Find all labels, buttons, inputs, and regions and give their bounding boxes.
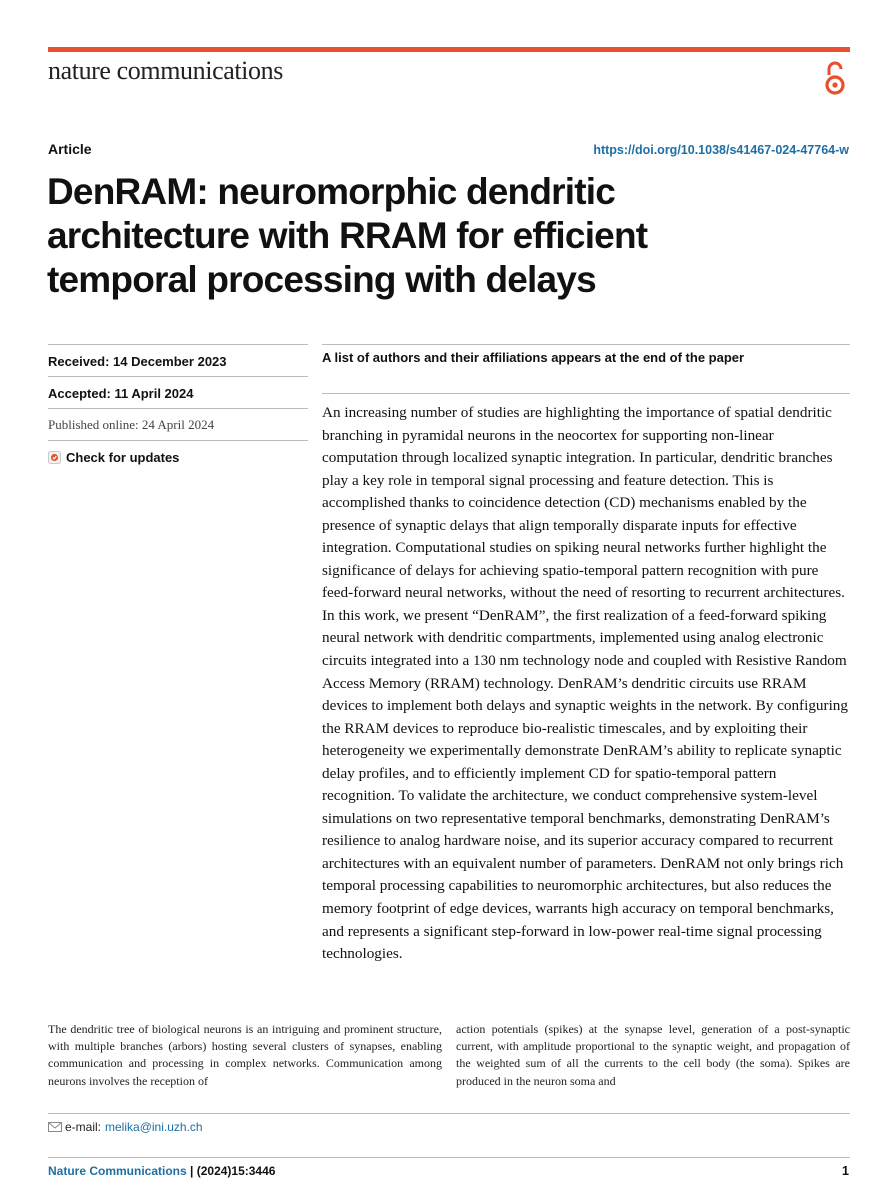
email-label: e-mail: xyxy=(65,1120,102,1134)
abstract: An increasing number of studies are highlighting the importance of spatial dendritic branching in pyramidal neurons in the neocortex for supporting non-linear computation through localized synaptic integration. In particular, dendritic branches play a key role in temporal signal processing and feature detection. This is accomplished thanks to coincidence detection (CD) mechanisms enabled by the presence of synaptic delays that align temporally disparate inputs for effective integration. Computational studies on spiking neural networks further highlight the significance of delays for achieving spatio-temporal pattern recognition with pure feed-forward neural networks, without the need of resorting to recurrent architectures. In this work, we present “DenRAM”, the first realization of a feed-forward spiking neural network with dendritic compartments, implemented using analog electronic circuits integrated into a 130 nm technology node and coupled with Resistive Random Access Memory (RRAM) technology. DenRAM’s dendritic circuits use RRAM devices to implement both delays and synaptic weights in the network. By configuring the RRAM devices to reproduce bio-realistic timescales, and by exploiting their heterogeneity we experimentally demonstrate DenRAM’s ability to replicate synaptic delay profiles, and to efficiently implement CD for spatio-temporal pattern recognition. To validate the architecture, we conduct comprehensive system-level simulations on two representative temporal benchmarks, demonstrating DenRAM’s resilience to analog hardware noise, and its superior accuracy compared to recurrent architectures with an equivalent number of parameters. DenRAM not only brings rich temporal processing capabilities to neuromorphic architectures, but also reduces the memory footprint of edge devices, warrants high accuracy on temporal benchmarks, and represents a significant step-forward in low-power real-time signal processing technologies. xyxy=(322,404,848,963)
page-number: 1 xyxy=(842,1164,849,1178)
accepted-date: Accepted: 11 April 2024 xyxy=(48,376,308,408)
article-title xyxy=(47,170,827,302)
title-line-3: temporal processing with delays xyxy=(47,259,596,300)
body-text-right-column: action potentials (spikes) at the synapse level, generation of a post-synaptic current, with amplitude proportional to the synaptic weight, and propagation of the weighted sum of all the currents to the cell body (the soma). Spikes are produced in the neuron soma and xyxy=(456,1022,850,1088)
open-access-icon[interactable] xyxy=(822,60,848,96)
check-updates-button[interactable] xyxy=(48,440,308,472)
mail-icon xyxy=(48,1122,62,1132)
footer-citation xyxy=(48,1164,275,1178)
journal-accent-bar xyxy=(48,47,850,52)
body-text-left-column: The dendritic tree of biological neurons is an intriguing and prominent structure, with multiple branches (arbors) hosting several clusters of synapses, enabling communication and processing in complex networks. Communication among neurons involves the reception of xyxy=(48,1022,442,1088)
check-updates-icon xyxy=(48,451,61,464)
published-date: Published online: 24 April 2024 xyxy=(48,408,308,440)
title-line-2: architecture with RRAM for efficient xyxy=(47,215,648,256)
authors-note: A list of authors and their affiliations appears at the end of the paper xyxy=(322,350,745,365)
footer-journal-name[interactable]: Nature Communications xyxy=(48,1164,187,1178)
divider xyxy=(322,393,850,394)
divider xyxy=(48,1113,850,1114)
journal-name: nature communications xyxy=(48,56,283,85)
divider xyxy=(48,1157,850,1158)
received-date: Received: 14 December 2023 xyxy=(48,344,308,376)
check-updates-label: Check for updates xyxy=(66,449,180,465)
article-type-label: Article xyxy=(48,141,92,157)
title-line-1: DenRAM: neuromorphic dendritic xyxy=(47,171,616,212)
article-history xyxy=(48,344,308,472)
footer-volume: | (2024)15:3446 xyxy=(190,1164,276,1178)
email-link[interactable]: melika@ini.uzh.ch xyxy=(105,1120,203,1134)
divider xyxy=(322,344,850,345)
correspondence-footnote xyxy=(48,1120,203,1134)
doi-link[interactable]: https://doi.org/10.1038/s41467-024-47764-w xyxy=(593,143,849,157)
